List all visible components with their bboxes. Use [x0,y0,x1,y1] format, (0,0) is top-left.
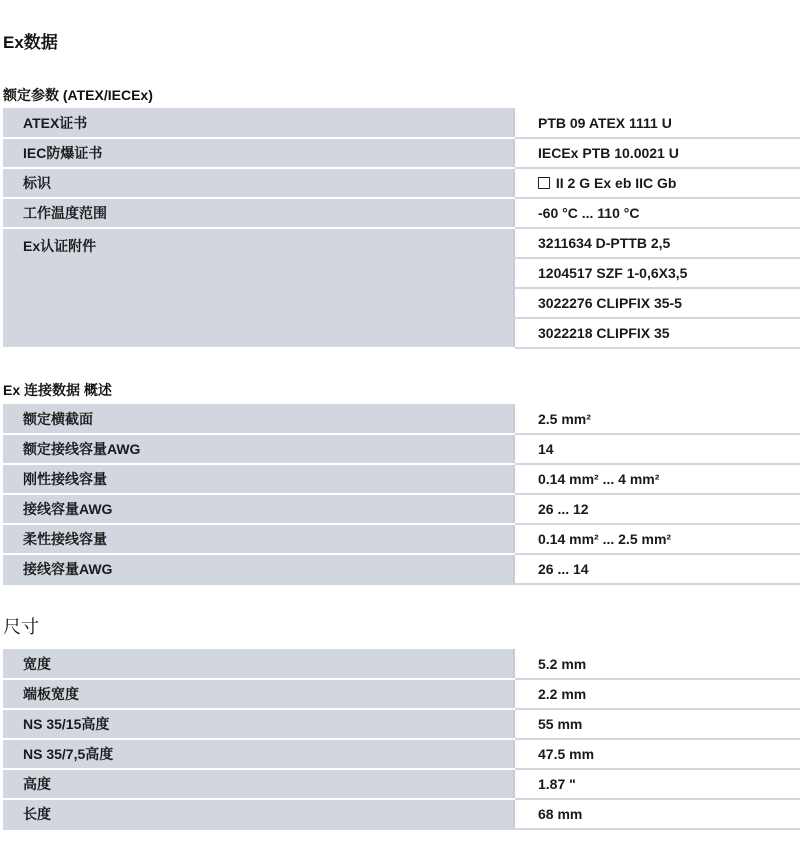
table-row [3,138,800,168]
row-label: 端板宽度 [3,679,514,709]
marking-text: II 2 G Ex eb IIC Gb [555,175,677,191]
connection-heading: Ex 连接数据 概述 [3,382,112,398]
row-value: 14 [514,434,800,464]
dimensions-table [3,649,800,830]
row-value: PTB 09 ATEX 1111 U [514,108,800,138]
row-label: 接线容量AWG [3,494,514,524]
row-value: IECEx PTB 10.0021 U [514,138,800,168]
row-label: NS 35/15高度 [3,709,514,739]
table-row [3,524,800,554]
table-row [3,709,800,739]
row-label: IEC防爆证书 [3,138,514,168]
row-value: -60 °C ... 110 °C [514,198,800,228]
dimensions-title: 尺寸 [3,617,39,637]
row-value: 0.14 mm² ... 2.5 mm² [514,524,800,554]
row-value: 47.5 mm [514,739,800,769]
row-value: 2.5 mm² [514,404,800,434]
row-value: 26 ... 12 [514,494,800,524]
row-value: 0.14 mm² ... 4 mm² [514,464,800,494]
row-value: 3022218 CLIPFIX 35 [514,318,800,348]
row-value: 1204517 SZF 1-0,6X3,5 [514,258,800,288]
row-value: 3211634 D-PTTB 2,5 [514,228,800,258]
row-label: 额定横截面 [3,404,514,434]
table-row [3,649,800,679]
table-row [3,108,800,138]
table-row [3,494,800,524]
rated-params-table [3,108,800,349]
table-row [3,679,800,709]
row-value [514,168,800,198]
table-row [3,769,800,799]
row-label: ATEX证书 [3,108,514,138]
row-value: 55 mm [514,709,800,739]
row-label: 高度 [3,769,514,799]
row-value: 3022276 CLIPFIX 35-5 [514,288,800,318]
row-label: 宽度 [3,649,514,679]
table-row [3,739,800,769]
row-label: 刚性接线容量 [3,464,514,494]
table-row [3,434,800,464]
table-row [3,168,800,198]
connection-table [3,404,800,585]
row-label: 标识 [3,168,514,198]
table-row [3,554,800,584]
table-row [3,404,800,434]
row-value: 1.87 " [514,769,800,799]
checkbox-square-icon [538,177,550,189]
row-label: Ex认证附件 [3,228,514,348]
row-label: 长度 [3,799,514,829]
table-row [3,198,800,228]
row-label: 工作温度范围 [3,198,514,228]
row-value: 68 mm [514,799,800,829]
row-label: NS 35/7,5高度 [3,739,514,769]
row-label: 额定接线容量AWG [3,434,514,464]
table-row [3,228,800,258]
row-value: 5.2 mm [514,649,800,679]
table-row [3,799,800,829]
row-value: 26 ... 14 [514,554,800,584]
rated-params-heading: 额定参数 (ATEX/IECEx) [3,87,153,103]
row-label: 接线容量AWG [3,554,514,584]
ex-data-title: Ex数据 [3,33,58,52]
row-label: 柔性接线容量 [3,524,514,554]
table-row [3,464,800,494]
row-value: 2.2 mm [514,679,800,709]
